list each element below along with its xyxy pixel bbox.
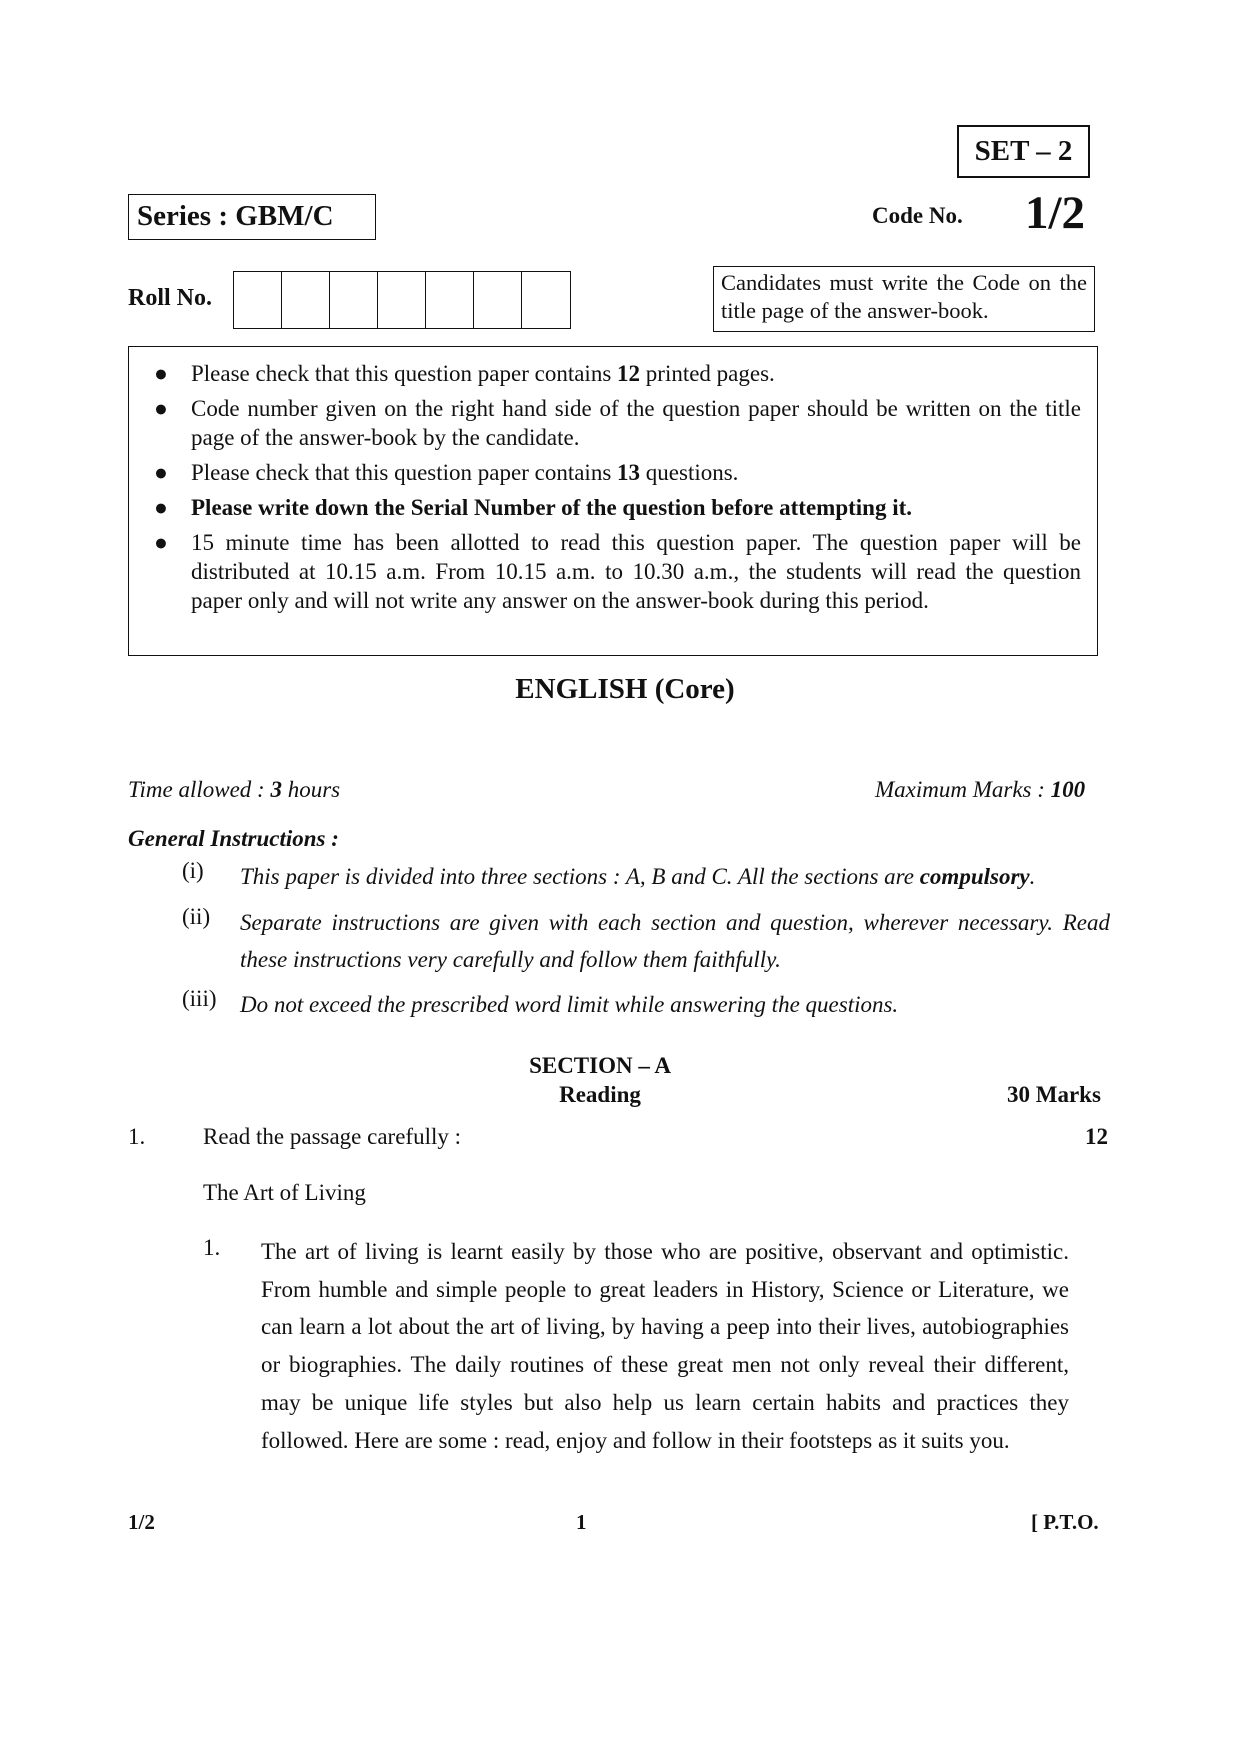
- instruction-item: ● Code number given on the right hand side of the question paper should be written on the title page of the answer-book by the candidate.: [154, 396, 1081, 450]
- instruction-item: ● Please check that this question paper contains 12 printed pages.: [154, 361, 775, 386]
- paragraph-text: The art of living is learnt easily by those who are positive, observant and optimistic. From humble and simple people to great leaders in History, Science or Literature, we can learn a lot about the art of living, by having a peep into their lives, autobiographies or biographies. The daily routines of these great men not only reveal their different, may be unique life styles but also help us learn certain habits and practices they followed. Here are some : read, enjoy and follow in their footsteps as it suits you.: [261, 1239, 1069, 1453]
- paragraph-number: 1.: [203, 1235, 221, 1260]
- bullet-icon: ●: [154, 396, 168, 421]
- bullet-icon: ●: [154, 460, 168, 485]
- gi-text: Do not exceed the prescribed word limit while answering the questions.: [240, 992, 899, 1017]
- set-label: SET – 2: [957, 125, 1090, 178]
- code-label: Code No.: [872, 203, 963, 228]
- roll-cell[interactable]: [330, 272, 378, 328]
- time-allowed: Time allowed : 3 hours: [128, 777, 341, 802]
- question-marks: 12: [1085, 1124, 1108, 1149]
- roll-number-boxes[interactable]: [233, 271, 571, 329]
- code-value: 1/2: [1025, 187, 1086, 239]
- roll-cell[interactable]: [378, 272, 426, 328]
- section-marks: 30 Marks: [1007, 1082, 1101, 1107]
- instruction-item: ● Please check that this question paper contains 13 questions.: [154, 460, 739, 485]
- instruction-item: ● Please write down the Serial Number of the question before attempting it.: [154, 495, 913, 520]
- bullet-icon: ●: [154, 530, 168, 555]
- instruction-item: ● 15 minute time has been allotted to read this question paper. The question paper will be distributed at 10.15 a.m. From 10.15 a.m. to 10.30 a.m., the students will read the question paper only and will not write any answer on the answer-book during this period.: [154, 530, 1081, 613]
- roll-cell[interactable]: [426, 272, 474, 328]
- general-instructions-heading: General Instructions :: [128, 826, 339, 851]
- series-label: Series : GBM/C: [128, 194, 376, 240]
- question-number: 1.: [128, 1124, 146, 1149]
- passage-title: The Art of Living: [203, 1180, 366, 1205]
- gi-number: (ii): [182, 904, 211, 929]
- roll-cell[interactable]: [522, 272, 570, 328]
- paper-title: ENGLISH (Core): [515, 673, 735, 705]
- gi-number: (iii): [182, 986, 217, 1011]
- roll-cell[interactable]: [474, 272, 522, 328]
- instructions-box: [128, 346, 1098, 656]
- roll-cell[interactable]: [282, 272, 330, 328]
- bullet-icon: ●: [154, 361, 168, 386]
- gi-text: Separate instructions are given with each section and question, wherever necessary. Read these instructions very carefully and follow them faithfully.: [240, 910, 1110, 972]
- footer-page-number: 1: [576, 1510, 587, 1534]
- gi-number: (i): [182, 858, 204, 883]
- section-title: SECTION – A: [529, 1053, 671, 1078]
- footer-code: 1/2: [128, 1510, 155, 1534]
- gi-text: This paper is divided into three sections : A, B and C. All the sections are compulsory.: [240, 864, 1036, 889]
- maximum-marks: Maximum Marks : 100: [875, 777, 1086, 802]
- candidate-note: Candidates must write the Code on the title page of the answer-book.: [713, 266, 1095, 332]
- roll-label: Roll No.: [128, 285, 212, 311]
- section-subtitle: Reading: [559, 1082, 641, 1107]
- question-text: Read the passage carefully :: [203, 1124, 461, 1149]
- bullet-icon: ●: [154, 495, 168, 520]
- roll-cell[interactable]: [234, 272, 282, 328]
- footer-pto: [ P.T.O.: [1031, 1510, 1099, 1534]
